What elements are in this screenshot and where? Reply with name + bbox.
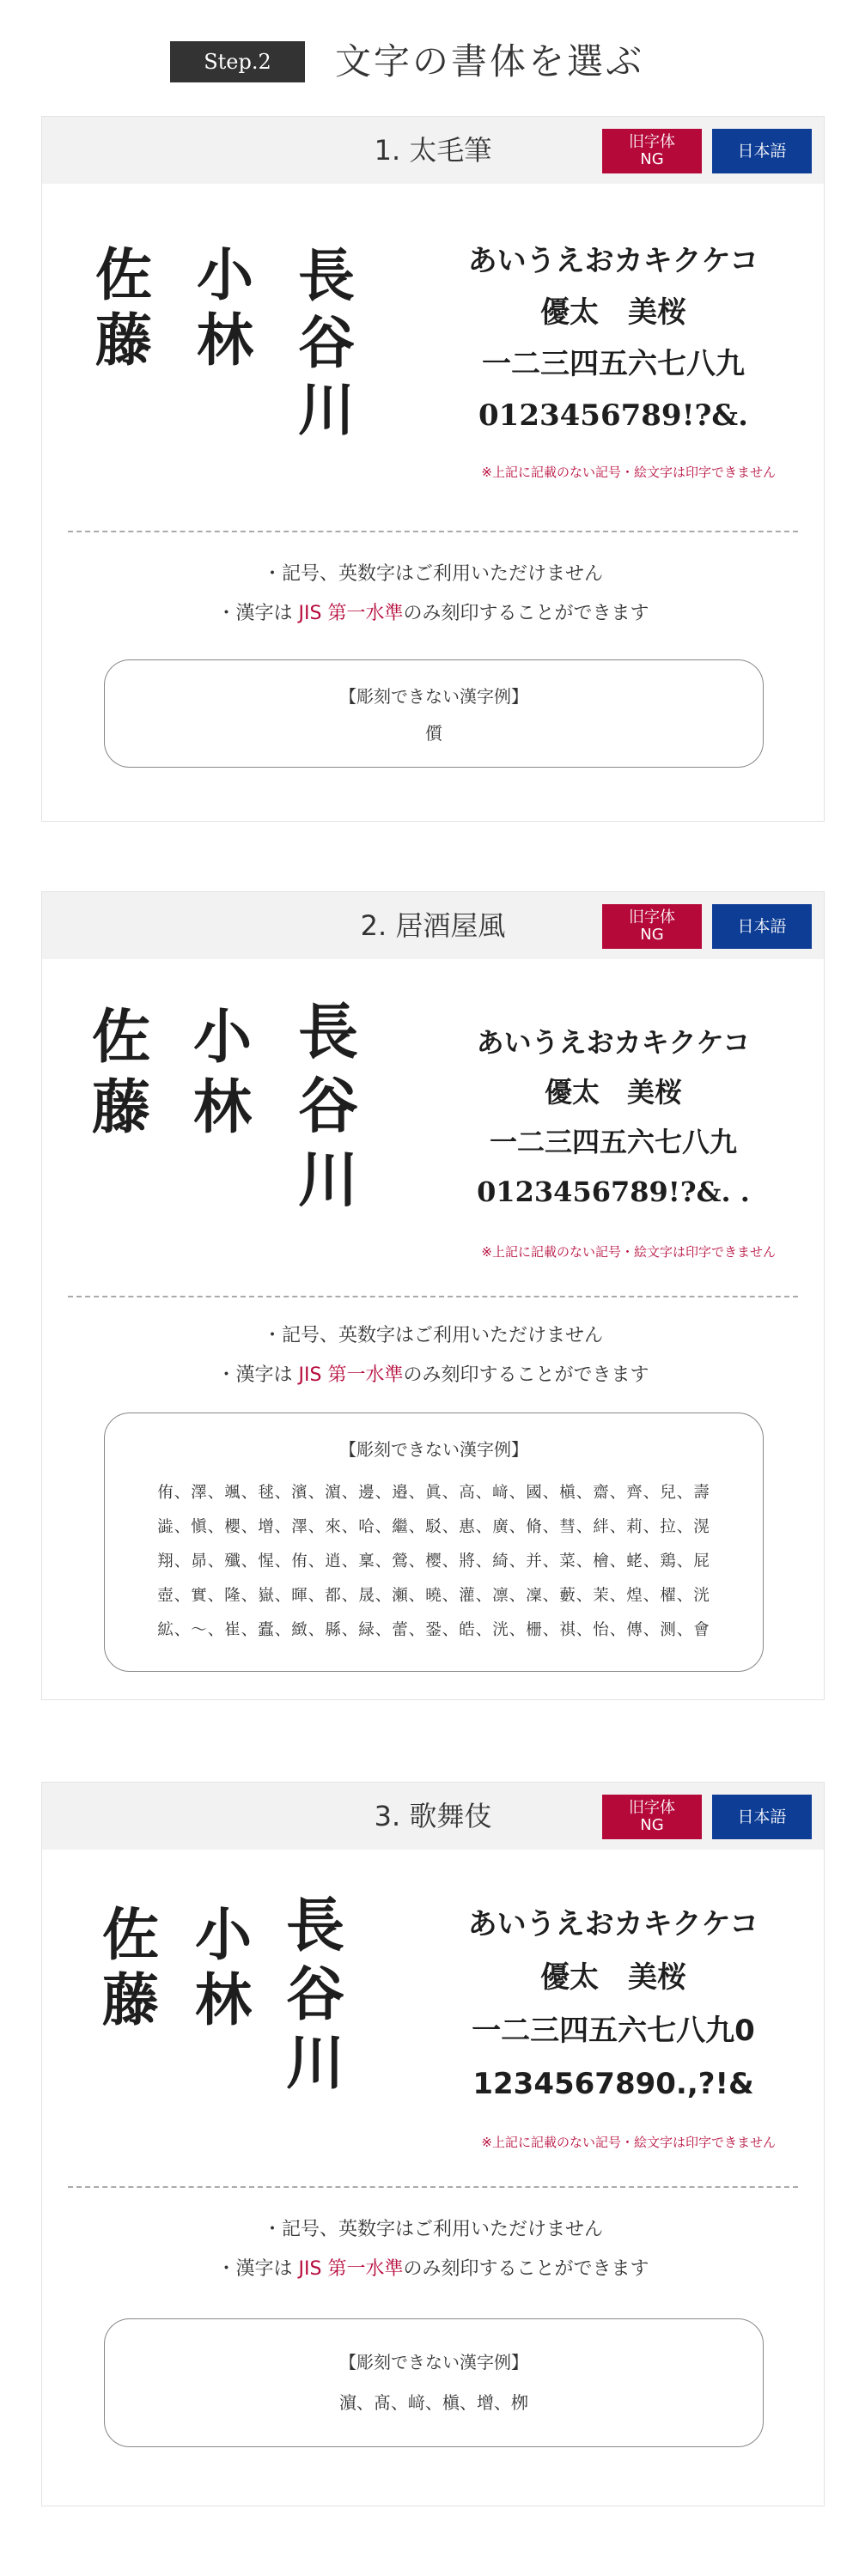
name-sato: 佐 藤 (95, 241, 152, 374)
name-sato: 佐 藤 (102, 1902, 159, 2033)
list-item: 絋、〜、崔、蠹、緻、縣、緑、蕾、銎、皓、洸、栅、祺、怡、傳、测、會 (157, 1621, 710, 1639)
unusable-kanji-list: 濵、髙、﨑、槇、增、栁 (339, 2392, 528, 2413)
name-hasegawa: 長 谷 川 (298, 242, 355, 443)
rule-no-symbols: ・記号、英数字はご利用いただけません (262, 1325, 603, 1346)
card-header (42, 892, 824, 959)
kanji-numerals-sample: 一二三四五六七八九0 (472, 2014, 755, 2048)
step-header (0, 41, 859, 84)
digits-sample: 1234567890.,?!& (472, 2067, 754, 2101)
unusable-kanji-box (104, 659, 764, 768)
symbol-note: ※上記に記載のない記号・絵文字は印字できません (481, 465, 776, 480)
old-kanji-ng-badge: 旧字体 NG (602, 1795, 702, 1839)
unusable-kanji-box (104, 1413, 764, 1672)
divider (68, 1296, 798, 1297)
step-title: 文字の書体を選ぶ (335, 40, 645, 82)
japanese-badge: 日本語 (712, 904, 812, 949)
list-item: 壺、實、隆、嶽、暉、都、晟、瀬、曉、灌、凛、凜、藪、茉、煌、櫂、洸 (157, 1587, 710, 1605)
name-kobayashi: 小 林 (195, 1902, 252, 2033)
rule-jis: ・漢字は JIS 第一水準のみ刻印することができます (216, 603, 649, 624)
unusable-kanji-title: 【彫刻できない漢字例】 (339, 1439, 528, 1460)
unusable-kanji-title: 【彫刻できない漢字例】 (339, 686, 528, 707)
kanji-numerals-sample: 一二三四五六七八九 (482, 347, 745, 381)
japanese-badge: 日本語 (712, 1795, 812, 1839)
symbol-note: ※上記に記載のない記号・絵文字は印字できません (481, 1244, 776, 1260)
card-title: 3. 歌舞伎 (374, 1800, 492, 1832)
glyph-samples (420, 235, 807, 441)
kana-sample: あいうえおカキクケコ (467, 1907, 759, 1941)
name-sample: 優太 美桜 (544, 1076, 682, 1109)
list-item: 翔、昴、殲、惺、侑、逍、稟、鶯、樱、將、綺、并、菜、檜、蛯、鶏、屁 (157, 1552, 710, 1571)
name-sample: 優太 美桜 (540, 1960, 686, 1995)
font-card-futomohitsu[interactable] (41, 116, 825, 822)
name-sato: 佐 藤 (92, 1003, 151, 1142)
glyph-samples (420, 1018, 807, 1217)
unusable-kanji-list (105, 1476, 763, 1648)
name-samples (95, 184, 422, 527)
card-header (42, 117, 824, 184)
name-hasegawa: 長 谷 川 (298, 996, 358, 1215)
font-sample (42, 959, 824, 1311)
old-kanji-ng-badge: 旧字体 NG (602, 129, 702, 173)
name-samples (95, 1850, 422, 2202)
divider (68, 2186, 798, 2188)
rule-no-symbols: ・記号、英数字はご利用いただけません (262, 2219, 603, 2240)
card-title: 2. 居酒屋風 (360, 909, 506, 942)
digits-sample: 0123456789!?&. (478, 398, 748, 433)
font-card-kabuki[interactable] (41, 1782, 825, 2506)
rules (42, 555, 824, 634)
digits-sample: 0123456789!?&. . (477, 1176, 750, 1208)
kana-sample: あいうえおカキクケコ (476, 1026, 751, 1059)
font-card-izakaya[interactable] (41, 891, 825, 1700)
rules (42, 1316, 824, 1395)
glyph-samples (420, 1898, 807, 2111)
list-item: 侑、澤、颯、毬、濱、濵、邊、邉、眞、高、﨑、國、槇、齋、齊、兒、壽 (157, 1484, 710, 1502)
rule-jis: ・漢字は JIS 第一水準のみ刻印することができます (216, 2258, 649, 2280)
font-sample (42, 1850, 824, 2202)
symbol-note: ※上記に記載のない記号・絵文字は印字できません (481, 2135, 776, 2150)
name-kobayashi: 小 林 (193, 1003, 253, 1142)
unusable-kanji-list: 儨 (425, 723, 442, 744)
name-sample: 優太 美桜 (540, 295, 686, 330)
old-kanji-ng-badge: 旧字体 NG (602, 904, 702, 949)
rule-no-symbols: ・記号、英数字はご利用いただけません (262, 563, 603, 585)
card-title: 1. 太毛筆 (374, 134, 492, 167)
rules (42, 2210, 824, 2289)
card-header (42, 1783, 824, 1850)
name-samples (92, 959, 422, 1311)
unusable-kanji-title: 【彫刻できない漢字例】 (339, 2352, 528, 2372)
divider (68, 531, 798, 532)
font-sample (42, 184, 824, 527)
list-item: 澁、愼、櫻、增、澤、來、哈、繼、駁、惠、廣、脩、彗、絆、莉、拉、滉 (157, 1518, 710, 1536)
name-hasegawa: 長 谷 川 (286, 1893, 345, 2098)
unusable-kanji-box (104, 2318, 764, 2447)
japanese-badge: 日本語 (712, 129, 812, 173)
kanji-numerals-sample: 一二三四五六七八九 (489, 1126, 737, 1158)
rule-jis: ・漢字は JIS 第一水準のみ刻印することができます (216, 1364, 649, 1386)
step-badge: Step.2 (170, 41, 305, 82)
kana-sample: あいうえおカキクケコ (467, 244, 759, 278)
name-kobayashi: 小 林 (197, 241, 253, 374)
